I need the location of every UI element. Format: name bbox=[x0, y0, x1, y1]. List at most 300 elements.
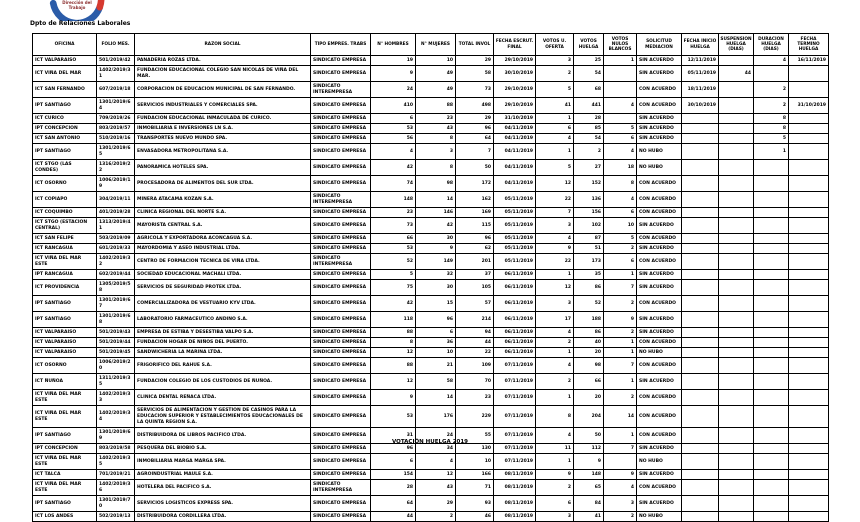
cell-votos-u-oferta: 11 bbox=[536, 444, 574, 454]
cell-fecha-inicio bbox=[682, 124, 719, 134]
cell-n-hombres: 24 bbox=[371, 82, 416, 98]
cell-n-mujeres: 146 bbox=[416, 208, 456, 218]
cell-oficina: ICT OSORNO bbox=[33, 176, 97, 192]
cell-n-hombres: 154 bbox=[371, 470, 416, 480]
cell-fecha-termino bbox=[789, 512, 829, 522]
cell-solicitud-mediacion: CON ACUERDO bbox=[637, 406, 682, 428]
cell-fecha-inicio bbox=[682, 444, 719, 454]
col-header-fecha-escrut: FECHA ESCRUT. FINAL bbox=[494, 34, 536, 56]
cell-duracion: 8 bbox=[754, 124, 789, 134]
cell-fecha-inicio bbox=[682, 270, 719, 280]
cell-n-hombres: 88 bbox=[371, 328, 416, 338]
cell-n-mujeres: 8 bbox=[416, 160, 456, 176]
cell-votos-u-oferta: 1 bbox=[536, 144, 574, 160]
cell-solicitud-mediacion: SIN ACUERDO bbox=[637, 56, 682, 66]
cell-tipo-empres: SINDICATO EMPRESA bbox=[311, 124, 371, 134]
cell-duracion bbox=[754, 328, 789, 338]
cell-fecha-termino bbox=[789, 254, 829, 270]
table-row bbox=[33, 82, 829, 98]
cell-solicitud-mediacion: SIN ACUERDO bbox=[637, 312, 682, 328]
cell-duracion bbox=[754, 496, 789, 512]
cell-votos-huelga: 441 bbox=[574, 98, 604, 114]
cell-votos-nulos: 6 bbox=[604, 208, 637, 218]
cell-n-hombres: 66 bbox=[371, 234, 416, 244]
cell-folio-mes: 803/2019/58 bbox=[97, 444, 135, 454]
cell-fecha-inicio bbox=[682, 406, 719, 428]
cell-votos-huelga: 84 bbox=[574, 496, 604, 512]
cell-suspension bbox=[719, 56, 754, 66]
cell-n-mujeres: 36 bbox=[416, 338, 456, 348]
cell-solicitud-mediacion: SIN ACUERDO bbox=[637, 114, 682, 124]
cell-fecha-escrut: 06/11/2019 bbox=[494, 296, 536, 312]
cell-duracion: 5 bbox=[754, 134, 789, 144]
cell-tipo-empres: SINDICATO EMPRESA bbox=[311, 98, 371, 114]
cell-fecha-escrut: 08/11/2019 bbox=[494, 470, 536, 480]
table-header-row bbox=[33, 34, 829, 56]
cell-folio-mes: 1006/2019/19 bbox=[97, 176, 135, 192]
cell-oficina: IPT SANTIAGO bbox=[33, 144, 97, 160]
cell-duracion bbox=[754, 390, 789, 406]
cell-tipo-empres: SINDICATO EMPRESA bbox=[311, 234, 371, 244]
cell-suspension bbox=[719, 160, 754, 176]
cell-total-invol: 37 bbox=[456, 270, 494, 280]
cell-fecha-termino bbox=[789, 406, 829, 428]
cell-fecha-inicio bbox=[682, 374, 719, 390]
cell-fecha-inicio bbox=[682, 480, 719, 496]
cell-solicitud-mediacion: NO HUBO bbox=[637, 160, 682, 176]
col-header-votos-huelga: VOTOS HUELGA bbox=[574, 34, 604, 56]
cell-fecha-inicio bbox=[682, 114, 719, 124]
cell-votos-u-oferta: 22 bbox=[536, 192, 574, 208]
cell-fecha-escrut: 07/11/2019 bbox=[494, 374, 536, 390]
cell-n-mujeres: 176 bbox=[416, 406, 456, 428]
cell-votos-nulos: 4 bbox=[604, 98, 637, 114]
cell-fecha-inicio bbox=[682, 254, 719, 270]
cell-fecha-escrut: 08/11/2019 bbox=[494, 496, 536, 512]
cell-fecha-inicio bbox=[682, 208, 719, 218]
cell-votos-nulos: 1 bbox=[604, 428, 637, 444]
cell-votos-u-oferta: 1 bbox=[536, 270, 574, 280]
cell-razon-social: CLINICA DENTAL REÑACA LTDA. bbox=[135, 390, 311, 406]
cell-n-hombres: 6 bbox=[371, 114, 416, 124]
cell-votos-huelga: 41 bbox=[574, 512, 604, 522]
cell-votos-huelga: 66 bbox=[574, 374, 604, 390]
cell-solicitud-mediacion: NO HUBO bbox=[637, 454, 682, 470]
cell-votos-u-oferta: 7 bbox=[536, 208, 574, 218]
cell-folio-mes: 803/2019/57 bbox=[97, 124, 135, 134]
cell-votos-huelga: 98 bbox=[574, 358, 604, 374]
table-row bbox=[33, 296, 829, 312]
cell-folio-mes: 1301/2019/69 bbox=[97, 428, 135, 444]
cell-fecha-escrut: 30/10/2019 bbox=[494, 66, 536, 82]
cell-solicitud-mediacion: SIN ACUERDO bbox=[637, 124, 682, 134]
cell-total-invol: 57 bbox=[456, 296, 494, 312]
col-header-votos-nulos: VOTOS NULOS BLANCOS bbox=[604, 34, 637, 56]
cell-duracion bbox=[754, 348, 789, 358]
cell-solicitud-mediacion: CON ACUERDO bbox=[637, 192, 682, 208]
cell-solicitud-mediacion: SIN ACUERDO bbox=[637, 328, 682, 338]
cell-total-invol: 201 bbox=[456, 254, 494, 270]
cell-solicitud-mediacion: CON ACUERDO bbox=[637, 208, 682, 218]
cell-fecha-inicio bbox=[682, 176, 719, 192]
cell-votos-huelga: 54 bbox=[574, 134, 604, 144]
cell-votos-huelga: 156 bbox=[574, 208, 604, 218]
cell-votos-u-oferta: 8 bbox=[536, 406, 574, 428]
cell-fecha-inicio bbox=[682, 160, 719, 176]
cell-oficina: ICT VIÑA DEL MAR ESTE bbox=[33, 480, 97, 496]
table-row bbox=[33, 254, 829, 270]
cell-fecha-escrut: 05/11/2019 bbox=[494, 254, 536, 270]
cell-votos-huelga: 65 bbox=[574, 480, 604, 496]
cell-razon-social: CLINICA REGIONAL DEL NORTE S.A. bbox=[135, 208, 311, 218]
cell-tipo-empres: SINDICATO EMPRESA bbox=[311, 406, 371, 428]
col-header-votos-u-oferta: VOTOS U. OFERTA bbox=[536, 34, 574, 56]
cell-solicitud-mediacion: SIN ACUERDO bbox=[637, 496, 682, 512]
cell-fecha-termino bbox=[789, 496, 829, 512]
cell-fecha-inicio bbox=[682, 470, 719, 480]
table-row bbox=[33, 328, 829, 338]
table-row bbox=[33, 56, 829, 66]
cell-total-invol: 55 bbox=[456, 428, 494, 444]
cell-duracion bbox=[754, 374, 789, 390]
cell-suspension bbox=[719, 470, 754, 480]
cell-oficina: ICT OSORNO bbox=[33, 358, 97, 374]
cell-tipo-empres: SINDICATO EMPRESA bbox=[311, 244, 371, 254]
cell-votos-u-oferta: 6 bbox=[536, 124, 574, 134]
cell-votos-u-oferta: 4 bbox=[536, 134, 574, 144]
col-header-total-invol: TOTAL INVOL bbox=[456, 34, 494, 56]
cell-votos-nulos bbox=[604, 66, 637, 82]
cell-oficina: ICT VALPARAISO bbox=[33, 348, 97, 358]
cell-fecha-inicio bbox=[682, 358, 719, 374]
cell-fecha-termino bbox=[789, 144, 829, 160]
cell-n-hombres: 148 bbox=[371, 192, 416, 208]
cell-votos-huelga: 102 bbox=[574, 218, 604, 234]
cell-total-invol: 70 bbox=[456, 374, 494, 390]
cell-razon-social: LABORATORIO FARMACEUTICO ANDINO S.A. bbox=[135, 312, 311, 328]
cell-votos-u-oferta: 3 bbox=[536, 296, 574, 312]
cell-duracion bbox=[754, 192, 789, 208]
cell-fecha-escrut: 04/11/2019 bbox=[494, 124, 536, 134]
cell-fecha-termino bbox=[789, 124, 829, 134]
cell-votos-u-oferta: 4 bbox=[536, 358, 574, 374]
cell-votos-huelga: 40 bbox=[574, 338, 604, 348]
cell-razon-social: PROCESADORA DE ALIMENTOS DEL SUR LTDA. bbox=[135, 176, 311, 192]
cell-razon-social: AGRICOLA Y EXPORTADORA ACONCAGUA S.A. bbox=[135, 234, 311, 244]
col-header-fecha-termino: FECHA TERMINO HUELGA bbox=[789, 34, 829, 56]
cell-folio-mes: 304/2019/11 bbox=[97, 192, 135, 208]
cell-n-mujeres: 88 bbox=[416, 98, 456, 114]
cell-votos-u-oferta: 5 bbox=[536, 160, 574, 176]
cell-n-hombres: 9 bbox=[371, 66, 416, 82]
cell-total-invol: 71 bbox=[456, 480, 494, 496]
cell-solicitud-mediacion: NO HUBO bbox=[637, 348, 682, 358]
table-row bbox=[33, 480, 829, 496]
cell-fecha-termino bbox=[789, 296, 829, 312]
table-row bbox=[33, 192, 829, 208]
cell-razon-social: SANDWICHERIA LA MARINA LTDA. bbox=[135, 348, 311, 358]
cell-fecha-termino bbox=[789, 338, 829, 348]
cell-fecha-inicio bbox=[682, 348, 719, 358]
cell-votos-huelga: 152 bbox=[574, 176, 604, 192]
cell-fecha-escrut: 31/10/2019 bbox=[494, 114, 536, 124]
cell-tipo-empres: SINDICATO EMPRESA bbox=[311, 428, 371, 444]
cell-total-invol: 96 bbox=[456, 124, 494, 134]
cell-n-hombres: 53 bbox=[371, 406, 416, 428]
cell-fecha-termino bbox=[789, 134, 829, 144]
cell-tipo-empres: SINDICATO EMPRESA bbox=[311, 338, 371, 348]
cell-suspension bbox=[719, 134, 754, 144]
cell-solicitud-mediacion: SIN ACUERDO bbox=[637, 470, 682, 480]
cell-duracion: 4 bbox=[754, 56, 789, 66]
cell-total-invol: 498 bbox=[456, 98, 494, 114]
cell-n-hombres: 12 bbox=[371, 374, 416, 390]
cell-oficina: ICT STGO (ESTACION CENTRAL) bbox=[33, 218, 97, 234]
cell-razon-social: ENVASADORA METROPOLITANA S.A. bbox=[135, 144, 311, 160]
cell-solicitud-mediacion: SIN ACUERDO bbox=[637, 134, 682, 144]
table-row bbox=[33, 218, 829, 234]
cell-tipo-empres: SINDICATO EMPRESA bbox=[311, 328, 371, 338]
cell-razon-social: MINERA ATACAMA KOZAN S.A. bbox=[135, 192, 311, 208]
cell-votos-huelga: 188 bbox=[574, 312, 604, 328]
cell-razon-social: DISTRIBUIDORA DE LIBROS PACIFICO LTDA. bbox=[135, 428, 311, 444]
cell-n-hombres: 73 bbox=[371, 218, 416, 234]
cell-n-mujeres: 21 bbox=[416, 358, 456, 374]
table-row bbox=[33, 208, 829, 218]
cell-duracion bbox=[754, 254, 789, 270]
cell-fecha-escrut: 06/11/2019 bbox=[494, 338, 536, 348]
cell-solicitud-mediacion: CON ACUERDO bbox=[637, 296, 682, 312]
table-row bbox=[33, 234, 829, 244]
col-header-fecha-inicio: FECHA INICIO HUELGA bbox=[682, 34, 719, 56]
cell-n-mujeres: 34 bbox=[416, 444, 456, 454]
cell-duracion bbox=[754, 176, 789, 192]
cell-votos-u-oferta: 1 bbox=[536, 114, 574, 124]
cell-razon-social: SERVICIOS DE SEGURIDAD PROTEK LTDA. bbox=[135, 280, 311, 296]
cell-n-hombres: 64 bbox=[371, 496, 416, 512]
cell-folio-mes: 501/2019/43 bbox=[97, 328, 135, 338]
table-row bbox=[33, 348, 829, 358]
cell-n-hombres: 23 bbox=[371, 208, 416, 218]
cell-solicitud-mediacion: CON ACUERDO bbox=[637, 358, 682, 374]
cell-solicitud-mediacion: NO HUBO bbox=[637, 512, 682, 522]
cell-votos-u-oferta: 1 bbox=[536, 348, 574, 358]
cell-suspension bbox=[719, 192, 754, 208]
cell-fecha-escrut: 08/11/2019 bbox=[494, 480, 536, 496]
cell-fecha-inicio bbox=[682, 192, 719, 208]
cell-fecha-inicio bbox=[682, 280, 719, 296]
cell-n-mujeres: 15 bbox=[416, 296, 456, 312]
cell-n-mujeres: 14 bbox=[416, 390, 456, 406]
cell-n-mujeres: 14 bbox=[416, 192, 456, 208]
cell-votos-nulos bbox=[604, 114, 637, 124]
cell-fecha-termino bbox=[789, 192, 829, 208]
cell-votos-u-oferta: 4 bbox=[536, 328, 574, 338]
cell-n-mujeres: 58 bbox=[416, 374, 456, 390]
cell-folio-mes: 1301/2019/70 bbox=[97, 496, 135, 512]
cell-votos-huelga: 20 bbox=[574, 348, 604, 358]
cell-razon-social: HOTELERA DEL PACIFICO S.A. bbox=[135, 480, 311, 496]
col-header-oficina: OFICINA bbox=[33, 34, 97, 56]
cell-suspension bbox=[719, 390, 754, 406]
cell-total-invol: 229 bbox=[456, 406, 494, 428]
cell-solicitud-mediacion: CON ACUERDO bbox=[637, 82, 682, 98]
cell-votos-u-oferta: 3 bbox=[536, 56, 574, 66]
cell-duracion bbox=[754, 244, 789, 254]
cell-votos-u-oferta: 9 bbox=[536, 470, 574, 480]
cell-oficina: IPT SANTIAGO bbox=[33, 296, 97, 312]
cell-folio-mes: 401/2019/28 bbox=[97, 208, 135, 218]
cell-oficina: ICT COPIAPO bbox=[33, 192, 97, 208]
table-row bbox=[33, 124, 829, 134]
cell-votos-u-oferta: 5 bbox=[536, 82, 574, 98]
cell-fecha-inicio: 18/11/2019 bbox=[682, 82, 719, 98]
cell-duracion bbox=[754, 338, 789, 348]
cell-tipo-empres: SINDICATO EMPRESA bbox=[311, 470, 371, 480]
cell-fecha-escrut: 07/11/2019 bbox=[494, 358, 536, 374]
cell-votos-u-oferta: 1 bbox=[536, 454, 574, 470]
cell-fecha-escrut: 06/11/2019 bbox=[494, 270, 536, 280]
cell-fecha-termino bbox=[789, 348, 829, 358]
cell-tipo-empres: SINDICATO EMPRESA bbox=[311, 134, 371, 144]
cell-votos-nulos: 7 bbox=[604, 444, 637, 454]
cell-fecha-inicio bbox=[682, 496, 719, 512]
cell-oficina: ICT VIÑA DEL MAR ESTE bbox=[33, 390, 97, 406]
table-row bbox=[33, 338, 829, 348]
cell-oficina: IPT RANCAGUA bbox=[33, 270, 97, 280]
col-header-tipo-empres: TIPO EMPRES. TRABS bbox=[311, 34, 371, 56]
cell-votos-huelga: 136 bbox=[574, 192, 604, 208]
cell-total-invol: 23 bbox=[456, 390, 494, 406]
cell-votos-huelga: 9 bbox=[574, 454, 604, 470]
cell-votos-nulos: 5 bbox=[604, 124, 637, 134]
cell-votos-nulos: 18 bbox=[604, 160, 637, 176]
cell-n-mujeres: 149 bbox=[416, 254, 456, 270]
cell-fecha-escrut: 05/11/2019 bbox=[494, 192, 536, 208]
cell-n-mujeres: 30 bbox=[416, 280, 456, 296]
cell-total-invol: 94 bbox=[456, 328, 494, 338]
table-row bbox=[33, 358, 829, 374]
cell-razon-social: EMPRESA DE ESTIBA Y DESESTIBA VALPO S.A. bbox=[135, 328, 311, 338]
cell-votos-nulos: 1 bbox=[604, 348, 637, 358]
cell-fecha-escrut: 07/11/2019 bbox=[494, 406, 536, 428]
cell-suspension bbox=[719, 176, 754, 192]
cell-n-mujeres: 10 bbox=[416, 56, 456, 66]
cell-solicitud-mediacion: SIN ACUERDO bbox=[637, 280, 682, 296]
cell-n-mujeres: 42 bbox=[416, 218, 456, 234]
cell-tipo-empres: SINDICATO EMPRESA bbox=[311, 454, 371, 470]
cell-n-hombres: 9 bbox=[371, 390, 416, 406]
cell-tipo-empres: SINDICATO EMPRESA bbox=[311, 176, 371, 192]
cell-votos-nulos: 1 bbox=[604, 338, 637, 348]
cell-total-invol: 214 bbox=[456, 312, 494, 328]
cell-n-hombres: 75 bbox=[371, 280, 416, 296]
cell-solicitud-mediacion: CON ACUERDO bbox=[637, 480, 682, 496]
cell-votos-u-oferta: 12 bbox=[536, 176, 574, 192]
cell-fecha-termino bbox=[789, 176, 829, 192]
cell-fecha-termino bbox=[789, 66, 829, 82]
cell-votos-nulos: 6 bbox=[604, 134, 637, 144]
cell-duracion bbox=[754, 218, 789, 234]
cell-tipo-empres: SINDICATO EMPRESA bbox=[311, 374, 371, 390]
cell-duracion bbox=[754, 296, 789, 312]
cell-oficina: ICT SAN ANTONIO bbox=[33, 134, 97, 144]
cell-n-mujeres: 49 bbox=[416, 66, 456, 82]
cell-razon-social: SERVICIOS DE ALIMENTACION Y GESTION DE CASINOS PARA LA EDUCACION SUPERIOR Y ESTABLECIMIENTOS EDUCACIONALES DE LA QUINTA REGION S.A. bbox=[135, 406, 311, 428]
table-row bbox=[33, 280, 829, 296]
cell-fecha-termino bbox=[789, 114, 829, 124]
cell-oficina: ICT CURICO bbox=[33, 114, 97, 124]
cell-folio-mes: 502/2019/13 bbox=[97, 512, 135, 522]
cell-fecha-inicio bbox=[682, 454, 719, 470]
cell-votos-u-oferta: 22 bbox=[536, 254, 574, 270]
cell-tipo-empres: SINDICATO EMPRESA bbox=[311, 358, 371, 374]
cell-solicitud-mediacion: SIN ACUERDO bbox=[637, 374, 682, 390]
cell-fecha-termino bbox=[789, 280, 829, 296]
table-row bbox=[33, 444, 829, 454]
cell-duracion bbox=[754, 358, 789, 374]
cell-duracion bbox=[754, 270, 789, 280]
cell-fecha-inicio: 05/11/2019 bbox=[682, 66, 719, 82]
cell-n-mujeres: 9 bbox=[416, 244, 456, 254]
cell-votos-u-oferta: 41 bbox=[536, 98, 574, 114]
cell-fecha-escrut: 29/10/2019 bbox=[494, 56, 536, 66]
cell-tipo-empres: SINDICATO EMPRESA bbox=[311, 56, 371, 66]
cell-votos-u-oferta: 3 bbox=[536, 512, 574, 522]
cell-oficina: ICT VIÑA DEL MAR ESTE bbox=[33, 406, 97, 428]
cell-n-mujeres: 43 bbox=[416, 480, 456, 496]
cell-oficina: ICT PROVIDENCIA bbox=[33, 280, 97, 296]
table-row bbox=[33, 270, 829, 280]
cell-duracion bbox=[754, 66, 789, 82]
cell-suspension bbox=[719, 338, 754, 348]
dt-logo-line2: Trabajo bbox=[68, 4, 86, 10]
cell-oficina: IPT SANTIAGO bbox=[33, 98, 97, 114]
cell-duracion bbox=[754, 208, 789, 218]
cell-votos-huelga: 86 bbox=[574, 328, 604, 338]
cell-total-invol: 93 bbox=[456, 496, 494, 512]
cell-fecha-termino bbox=[789, 374, 829, 390]
cell-n-hombres: 74 bbox=[371, 176, 416, 192]
cell-fecha-escrut: 08/11/2019 bbox=[494, 512, 536, 522]
cell-solicitud-mediacion: SIN ACUERDO bbox=[637, 66, 682, 82]
cell-razon-social: INMOBILIARIA E INVERSIONES LN S.A. bbox=[135, 124, 311, 134]
cell-tipo-empres: SINDICATO EMPRESA bbox=[311, 218, 371, 234]
cell-votos-huelga: 2 bbox=[574, 144, 604, 160]
report-footer: VOTACIÓN HUELGA 2019 bbox=[391, 439, 469, 445]
cell-razon-social: DISTRIBUIDORA CORDILLERA LTDA. bbox=[135, 512, 311, 522]
cell-fecha-termino bbox=[789, 160, 829, 176]
cell-total-invol: 96 bbox=[456, 234, 494, 244]
cell-votos-nulos: 10 bbox=[604, 218, 637, 234]
cell-razon-social: FUNDACION EDUCACIONAL COLEGIO SAN NICOLAS DE VIÑA DEL MAR. bbox=[135, 66, 311, 82]
cell-razon-social: MAYORDOMIA Y ASEO INDUSTRIAL LTDA. bbox=[135, 244, 311, 254]
table-row bbox=[33, 390, 829, 406]
cell-folio-mes: 1402/2019/36 bbox=[97, 480, 135, 496]
cell-suspension bbox=[719, 208, 754, 218]
cell-votos-nulos: 9 bbox=[604, 470, 637, 480]
cell-solicitud-mediacion: CON ACUERDO bbox=[637, 390, 682, 406]
cell-tipo-empres: SINDICATO EMPRESA bbox=[311, 512, 371, 522]
cell-votos-nulos: 8 bbox=[604, 176, 637, 192]
cell-folio-mes: 1402/2019/33 bbox=[97, 390, 135, 406]
cell-folio-mes: 501/2019/45 bbox=[97, 348, 135, 358]
cell-razon-social: PANADERIA ROZAS LTDA. bbox=[135, 56, 311, 66]
table-row bbox=[33, 98, 829, 114]
cell-votos-nulos: 2 bbox=[604, 328, 637, 338]
cell-oficina: ICT SAN FELIPE bbox=[33, 234, 97, 244]
cell-tipo-empres: SINDICATO EMPRESA bbox=[311, 270, 371, 280]
